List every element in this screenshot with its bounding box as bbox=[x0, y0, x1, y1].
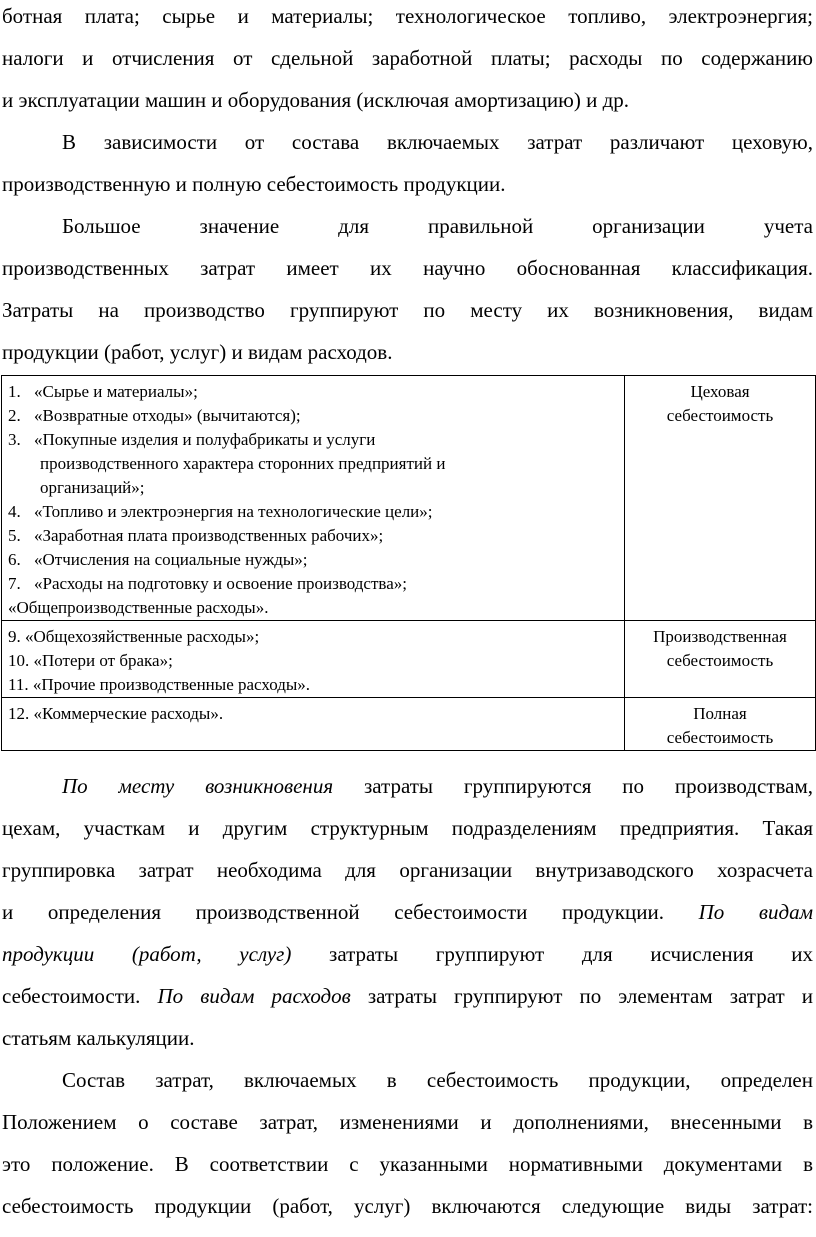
list-item: 6. «Отчисления на социальные нужды»; bbox=[8, 550, 308, 569]
italic-term: продукции (работ, услуг) bbox=[2, 942, 292, 966]
text-line: По месту возникновения затраты группируются по производствам, bbox=[62, 774, 813, 798]
text-line: налоги и отчисления от сдельной заработной платы; расходы по содержанию bbox=[2, 46, 813, 70]
list-item: 3. «Покупные изделия и полуфабрикаты и услуги bbox=[8, 430, 376, 449]
text-line: Затраты на производство группируют по месту их возникновения, видам bbox=[2, 298, 813, 322]
list-item: производственного характера сторонних предприятий и bbox=[40, 454, 446, 473]
italic-term: По видам расходов bbox=[157, 984, 351, 1008]
full-cost-label: Полная себестоимость bbox=[625, 698, 816, 751]
text-line: Состав затрат, включаемых в себестоимость продукции, определен bbox=[62, 1068, 813, 1092]
list-item: 5. «Заработная плата производственных рабочих»; bbox=[8, 526, 384, 545]
text-line: продукции (работ, услуг) затраты группируют для исчисления их bbox=[2, 942, 813, 966]
production-cost-label: Производственная себестоимость bbox=[625, 621, 816, 698]
italic-term: По месту возникновения bbox=[62, 774, 334, 798]
list-item: «Общепроизводственные расходы». bbox=[8, 598, 269, 617]
workshop-cost-label: Цеховая себестоимость bbox=[625, 376, 816, 621]
list-item: 1. «Сырье и материалы»; bbox=[8, 382, 198, 401]
text-line: статьям калькуляции. bbox=[2, 1026, 195, 1050]
list-item: 11. «Прочие производственные расходы». bbox=[8, 675, 311, 694]
list-item: 7. «Расходы на подготовку и освоение производства»; bbox=[8, 574, 407, 593]
list-item: организаций»; bbox=[40, 478, 145, 497]
italic-term: По видам bbox=[698, 900, 813, 924]
text-line: ботная плата; сырье и материалы; технологическое топливо, электроэнергия; bbox=[2, 4, 813, 28]
text-line: это положение. В соответствии с указанными нормативными документами в bbox=[2, 1152, 813, 1176]
text-line: себестоимости. По видам расходов затраты группируют по элементам затрат и bbox=[2, 984, 813, 1008]
list-item: 2. «Возвратные отходы» (вычитаются); bbox=[8, 406, 301, 425]
list-item: 9. «Общехозяйственные расходы»; bbox=[8, 627, 260, 646]
list-item: 4. «Топливо и электроэнергия на технологические цели»; bbox=[8, 502, 433, 521]
table-row bbox=[2, 621, 816, 698]
table-row bbox=[2, 376, 816, 621]
list-item: 10. «Потери от брака»; bbox=[8, 651, 173, 670]
text-line: В зависимости от состава включаемых затрат различают цеховую, bbox=[62, 130, 813, 154]
text-line: Положением о составе затрат, изменениями и дополнениями, внесенными в bbox=[2, 1110, 813, 1134]
cost-classification-table bbox=[1, 375, 816, 751]
list-item: 12. «Коммерческие расходы». bbox=[8, 704, 224, 723]
text-line: и определения производственной себестоимости продукции. По видам bbox=[2, 900, 813, 924]
text-line: группировка затрат необходима для организации внутризаводского хозрасчета bbox=[2, 858, 813, 882]
table-row bbox=[2, 698, 816, 751]
text-line: производственных затрат имеет их научно обоснованная классификация. bbox=[2, 256, 813, 280]
cost-items-cell bbox=[2, 698, 625, 751]
cost-items-cell bbox=[2, 376, 625, 621]
text-line: и эксплуатации машин и оборудования (исключая амортизацию) и др. bbox=[2, 88, 630, 112]
cost-items-cell bbox=[2, 621, 625, 698]
text-line: себестоимость продукции (работ, услуг) включаются следующие виды затрат: bbox=[2, 1194, 813, 1218]
text-line: Большое значение для правильной организации учета bbox=[62, 214, 813, 238]
text-line: цехам, участкам и другим структурным подразделениям предприятия. Такая bbox=[2, 816, 813, 840]
text-line: продукции (работ, услуг) и видам расходов. bbox=[2, 340, 393, 364]
text-line: производственную и полную себестоимость продукции. bbox=[2, 172, 506, 196]
